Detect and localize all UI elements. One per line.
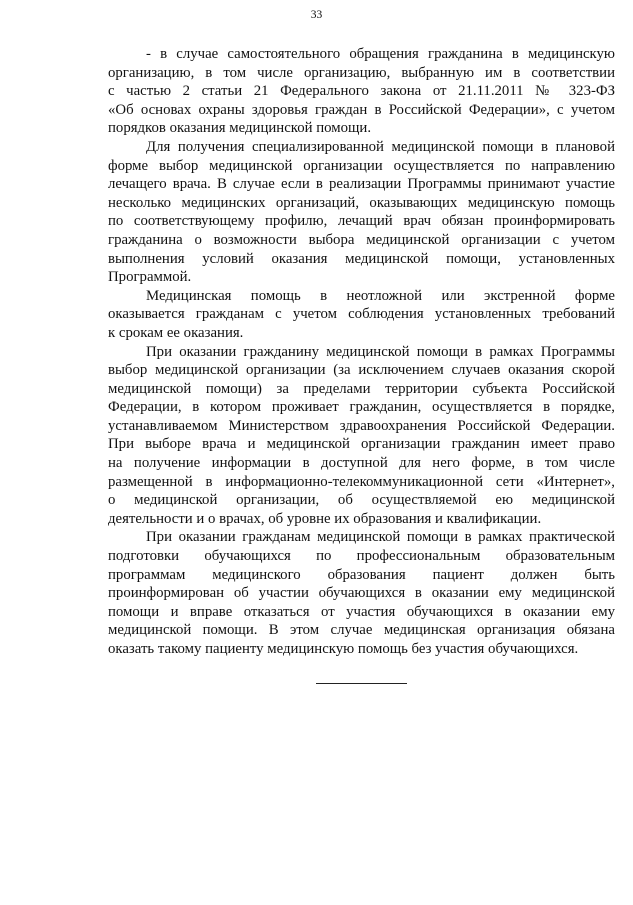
text-line: выбор медицинской организации (за исключением случаев оказания скорой [108,362,615,379]
text-line: с частью 2 статьи 21 Федерального закона от 21.11.2011 № 323-ФЗ [108,83,615,100]
text-line: Федерации, в котором проживает гражданин, осуществляется в порядке, [108,399,615,416]
text-line: оказывается гражданам с учетом соблюдения установленных требований [108,306,615,323]
text-line: оказать такому пациенту медицинскую помощь без участия обучающихся. [108,641,579,657]
text-line: проинформирован об участии обучающихся в оказании ему медицинской [108,585,615,602]
paragraph-specialized-care [108,138,615,287]
text-line: При оказании гражданам медицинской помощи в рамках практической [146,529,615,546]
text-line: размещенной в информационно-телекоммуникационной сети «Интернет», [108,473,615,490]
paragraph-student-participation [108,528,615,658]
text-line: порядков оказания медицинской помощи. [108,120,372,137]
text-line: Медицинская помощь в неотложной или экстренной форме [146,287,615,304]
text-line: При выборе врача и медицинской организации гражданин имеет право [108,436,615,453]
text-line: - в случае самостоятельного обращения гражданина в медицинскую [146,46,615,62]
paragraph-patient-self-referral [108,45,615,138]
text-line: о медицинской организации, об осуществляемой ею медицинской [108,492,615,509]
text-line: «Об основах охраны здоровья граждан в Российской Федерации», с учетом [108,101,615,118]
text-line: организацию, в том числе организацию, выбранную им в соответствии [108,64,615,81]
text-line: устанавливаемом Министерством здравоохранения Российской Федерации. [108,417,615,434]
text-line: медицинской помощи. В этом случае медицинская организация обязана [108,622,615,639]
page-number: 33 [310,9,323,21]
text-line: к срокам ее оказания. [108,324,244,341]
text-line: выполнения условий оказания медицинской помощи, установленных [108,250,615,267]
text-line: лечащего врача. В случае если в реализации Программы принимают участие [108,176,615,193]
body-text [108,45,615,659]
text-line: на получение информации в доступной для него форме, в том числе [108,455,615,472]
text-line: Для получения специализированной медицинской помощи в плановой [146,138,615,155]
text-line: деятельности и о врачах, об уровне их образования и квалификации. [108,510,542,527]
text-line: по соответствующему профилю, лечащий врач обязан проинформировать [108,213,615,230]
text-line: подготовки обучающихся по профессиональным образовательным [108,548,615,565]
paragraph-out-of-region-choice [108,343,615,529]
end-of-text-separator [316,683,407,684]
text-line: медицинской помощи) за пределами территории субъекта Российской [108,380,615,397]
text-line: помощи и вправе отказаться от участия обучающихся в оказании ему [108,603,615,620]
text-line: форме выбор медицинской организации осуществляется по направлению [108,157,615,174]
text-line: несколько медицинских организаций, оказывающих медицинскую помощь [108,194,615,211]
paragraph-emergency-care [108,287,615,343]
text-line: При оказании гражданину медицинской помощи в рамках Программы [146,343,615,360]
text-line: программам медицинского образования пациент должен быть [108,566,615,583]
text-line: гражданина о возможности выбора медицинской организации с учетом [108,231,615,248]
text-line: Программой. [108,269,192,286]
